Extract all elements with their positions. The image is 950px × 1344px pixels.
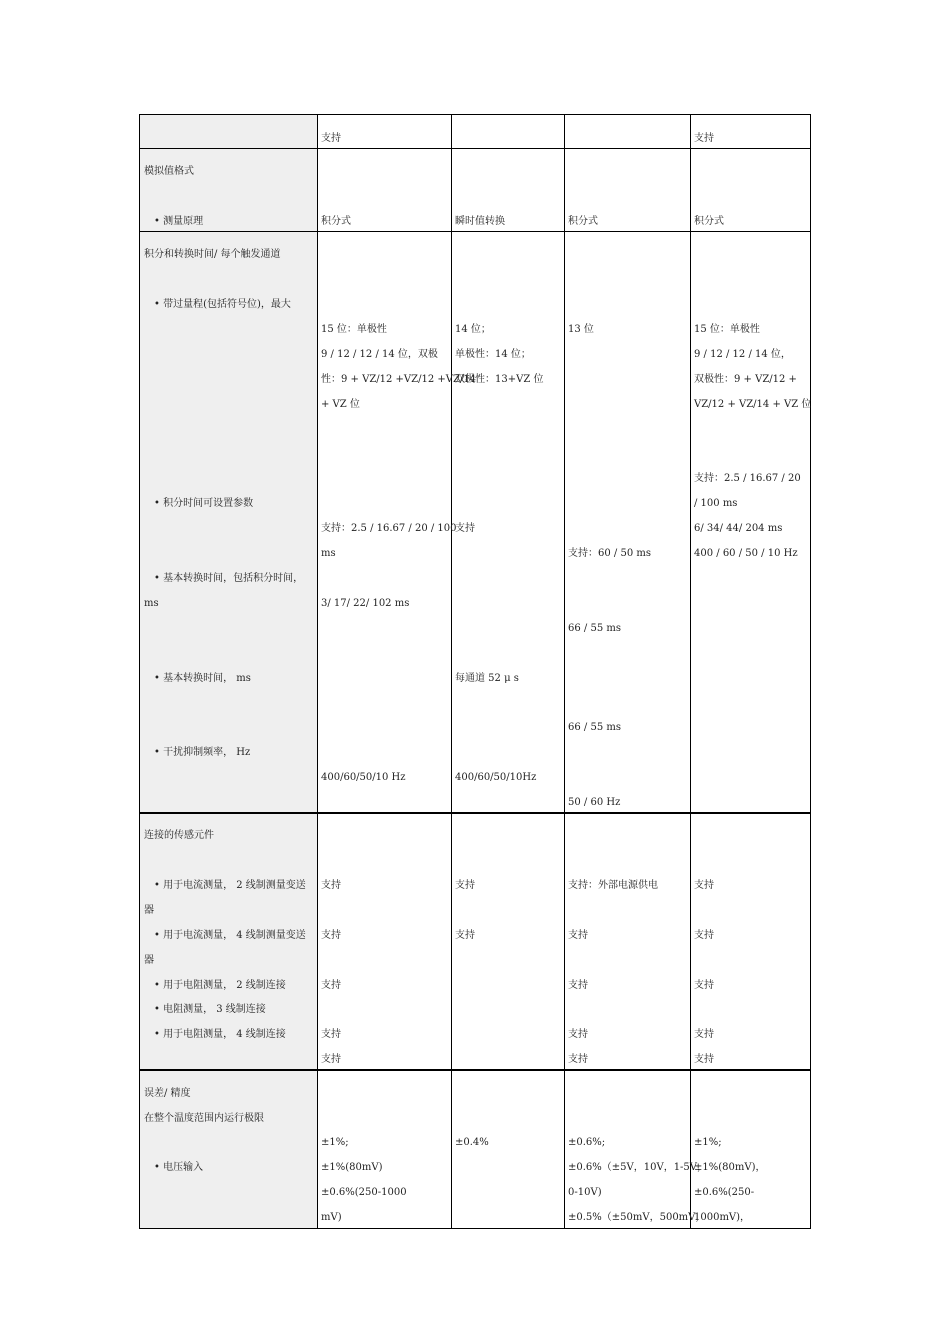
error-col4-4: 1000mV)， <box>694 1212 751 1223</box>
col3-integ: 支持：60 / 50 ms <box>568 548 651 559</box>
error-col4-2: ±1%(80mV)， <box>694 1162 766 1173</box>
col2-integ: 支持 <box>455 523 475 534</box>
error-col1-4: mV) <box>321 1212 342 1223</box>
row-divider-3 <box>140 812 810 814</box>
basic-conv-label-2: ms <box>144 598 159 609</box>
col4-res-1: 15 位：单极性 <box>694 324 760 335</box>
sensors-title: 连接的传感元件 <box>144 830 214 841</box>
col1-integ-2: ms <box>321 548 336 559</box>
sensor-col4-4: 支持 <box>694 1029 714 1040</box>
header-col4-text: 支持 <box>694 133 714 144</box>
sensor-col2-1: 支持 <box>455 880 475 891</box>
col1-integ-1: 支持：2.5 / 16.67 / 20 / 100 <box>321 523 457 534</box>
sensor-col4-1: 支持 <box>694 880 714 891</box>
error-col1-2: ±1%(80mV) <box>321 1162 383 1173</box>
error-col3-2: ±0.6%（±5V，10V，1-5V， <box>568 1162 708 1173</box>
label-column-shade <box>140 115 317 1228</box>
analog-format-title: 模拟值格式 <box>144 166 194 177</box>
column-divider-3 <box>564 115 565 1228</box>
principle-col4: 积分式 <box>694 216 724 227</box>
col1-res-2: 9 / 12 / 12 / 14 位，双极 <box>321 349 438 360</box>
sensor-col4-2: 支持 <box>694 930 714 941</box>
col4-res-3: 双极性：9 + VZ/12 + <box>694 374 797 385</box>
column-divider-1 <box>317 115 318 1228</box>
overrange-label: • 带过量程(包括符号位)，最大 <box>154 299 291 310</box>
basic-conv-time-label: • 基本转换时间， ms <box>154 673 251 684</box>
principle-col2: 瞬时值转换 <box>455 216 505 227</box>
cur4-label-1: • 用于电流测量， 4 线制测量变送 <box>154 930 306 941</box>
error-subtitle: 在整个温度范围内运行极限 <box>144 1113 264 1124</box>
column-divider-2 <box>451 115 452 1228</box>
sensor-col3-1: 支持：外部电源供电 <box>568 880 658 891</box>
col2-res-3: 双极性：13+VZ 位 <box>455 374 544 385</box>
col2-res-1: 14 位； <box>455 324 491 335</box>
sensor-col4-3: 支持 <box>694 980 714 991</box>
error-col3-1: ±0.6%; <box>568 1137 606 1148</box>
error-title: 误差/ 精度 <box>144 1088 191 1099</box>
row-divider-4 <box>140 1069 810 1071</box>
noise-freq-label: • 干扰抑制频率， Hz <box>154 747 251 758</box>
error-col3-4: ±0.5%（±50mV，500mV， <box>568 1212 706 1223</box>
sensor-col1-3: 支持 <box>321 980 341 991</box>
res4-label: • 用于电阻测量， 4 线制连接 <box>154 1029 286 1040</box>
spec-table <box>139 114 811 1229</box>
sensor-col3-2: 支持 <box>568 930 588 941</box>
sensor-col3-4: 支持 <box>568 1029 588 1040</box>
col3-freq: 50 / 60 Hz <box>568 797 621 808</box>
col1-res-3: 性：9 + VZ/12 +VZ/12 +VZ/14 <box>321 374 477 385</box>
col4-integ-2: / 100 ms <box>694 498 738 509</box>
col3-basic-1: 66 / 55 ms <box>568 623 621 634</box>
principle-label: • 测量原理 <box>154 216 204 227</box>
col1-basic: 3/ 17/ 22/ 102 ms <box>321 598 410 609</box>
principle-col1: 积分式 <box>321 216 351 227</box>
principle-col3: 积分式 <box>568 216 598 227</box>
col4-freq: 400 / 60 / 50 / 10 Hz <box>694 548 798 559</box>
sensor-col1-1: 支持 <box>321 880 341 891</box>
col2-res-2: 单极性：14 位； <box>455 349 531 360</box>
error-col4-3: ±0.6%(250- <box>694 1187 755 1198</box>
sensor-col3-5: 支持 <box>568 1054 588 1065</box>
col4-integ-1: 支持：2.5 / 16.67 / 20 <box>694 473 801 484</box>
header-col1-text: 支持 <box>321 133 341 144</box>
col2-basic-time: 每通道 52 μ s <box>455 673 519 684</box>
integ-param-label: • 积分时间可设置参数 <box>154 498 254 509</box>
col4-res-4: VZ/12 + VZ/14 + VZ 位 <box>694 399 812 410</box>
voltage-label: • 电压输入 <box>154 1162 204 1173</box>
col4-res-2: 9 / 12 / 12 / 14 位， <box>694 349 791 360</box>
error-col3-3: 0-10V) <box>568 1187 602 1198</box>
sensor-col1-4: 支持 <box>321 1029 341 1040</box>
sensor-col2-2: 支持 <box>455 930 475 941</box>
error-col1-1: ±1%; <box>321 1137 349 1148</box>
cur2-label-2: 器 <box>144 905 154 916</box>
error-col2-1: ±0.4% <box>455 1137 489 1148</box>
row-divider-2 <box>140 231 810 232</box>
row-divider-1 <box>140 148 810 149</box>
sensor-col1-5: 支持 <box>321 1054 341 1065</box>
basic-conv-label-1: • 基本转换时间，包括积分时间， <box>154 573 304 584</box>
sensor-col3-3: 支持 <box>568 980 588 991</box>
col1-freq: 400/60/50/10 Hz <box>321 772 406 783</box>
col3-res-1: 13 位 <box>568 324 594 335</box>
res2-label: • 用于电阻测量， 2 线制连接 <box>154 980 286 991</box>
col1-res-1: 15 位：单极性 <box>321 324 387 335</box>
cur2-label-1: • 用于电流测量， 2 线制测量变送 <box>154 880 306 891</box>
col4-basic: 6/ 34/ 44/ 204 ms <box>694 523 783 534</box>
integration-title: 积分和转换时间/ 每个触发通道 <box>144 249 281 260</box>
column-divider-4 <box>690 115 691 1228</box>
error-col1-3: ±0.6%(250-1000 <box>321 1187 407 1198</box>
col2-freq: 400/60/50/10Hz <box>455 772 537 783</box>
error-col4-1: ±1%; <box>694 1137 722 1148</box>
res3-label: • 电阻测量， 3 线制连接 <box>154 1004 266 1015</box>
col3-basic-2: 66 / 55 ms <box>568 722 621 733</box>
cur4-label-2: 器 <box>144 955 154 966</box>
sensor-col4-5: 支持 <box>694 1054 714 1065</box>
col1-res-4: + VZ 位 <box>321 399 360 410</box>
sensor-col1-2: 支持 <box>321 930 341 941</box>
